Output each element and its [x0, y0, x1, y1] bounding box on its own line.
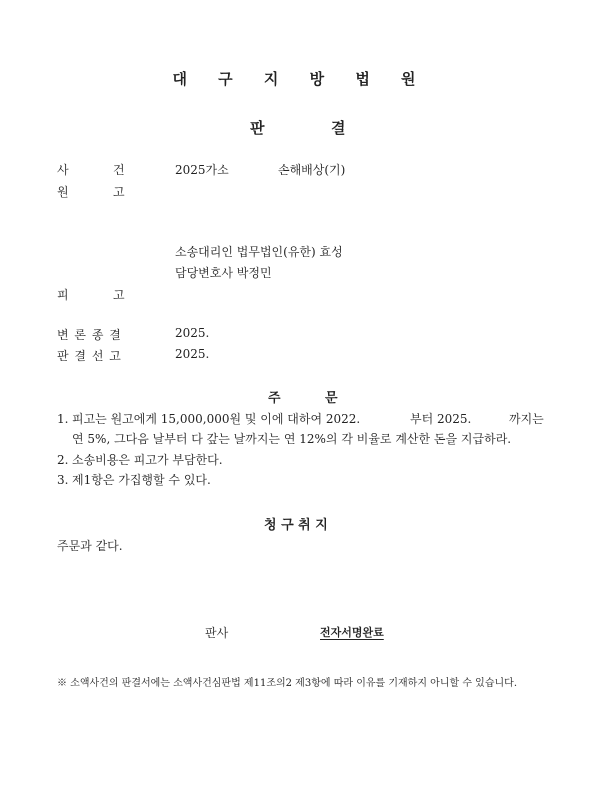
- order-item-2-number: 2.: [57, 453, 69, 467]
- order-item-1-text-b: 부터 2025.: [410, 412, 472, 426]
- document-title-right: 결: [331, 119, 346, 137]
- judge-signature: 전자서명완료: [320, 626, 384, 639]
- order-heading-left: 주: [268, 391, 281, 406]
- order-item-3-text: 제1항은 가집행할 수 있다.: [72, 473, 211, 487]
- order-item-1-text-c: 까지는: [509, 412, 544, 426]
- plaintiff-label-b: 고: [113, 185, 125, 199]
- document-title-left: 판: [250, 119, 265, 137]
- sentence-label: 판 결 선 고: [57, 349, 121, 363]
- order-heading-right: 문: [325, 391, 338, 406]
- order-item-2-text: 소송비용은 피고가 부담한다.: [72, 453, 223, 467]
- plaintiff-lawyer: 담당변호사 박정민: [175, 266, 272, 280]
- plaintiff-label-a: 원: [57, 185, 69, 199]
- closing-date: 2025.: [175, 326, 210, 340]
- order-item-1-number: 1.: [57, 412, 69, 426]
- closing-label: 변 론 종 결: [57, 328, 121, 342]
- court-name: 대 구 지 방 법 원: [172, 70, 429, 88]
- defendant-label-a: 피: [57, 288, 69, 302]
- case-number: 2025가소: [175, 163, 229, 177]
- order-item-3-number: 3.: [57, 473, 69, 487]
- footnote: ※ 소액사건의 판결서에는 소액사건심판법 제11조의2 제3항에 따라 이유를 기재하지 아니할 수 있습니다.: [57, 678, 517, 689]
- plaintiff-agent: 소송대리인 법무법인(유한) 효성: [175, 245, 343, 259]
- order-item-1-text-line2: 연 5%, 그다음 날부터 다 갚는 날까지는 연 12%의 각 비율로 계산한 돈을 지급하라.: [72, 432, 512, 446]
- defendant-label-b: 고: [113, 288, 125, 302]
- order-item-1-text-a: 피고는 원고에게 15,000,000원 및 이에 대하여 2022.: [72, 412, 361, 426]
- claim-heading: 청 구 취 지: [264, 518, 328, 533]
- case-label-a: 사: [57, 163, 69, 177]
- claim-text: 주문과 같다.: [57, 539, 123, 553]
- judge-label: 판사: [205, 626, 229, 640]
- sentence-date: 2025.: [175, 347, 210, 361]
- case-name: 손해배상(기): [278, 163, 346, 177]
- case-label-b: 건: [113, 163, 125, 177]
